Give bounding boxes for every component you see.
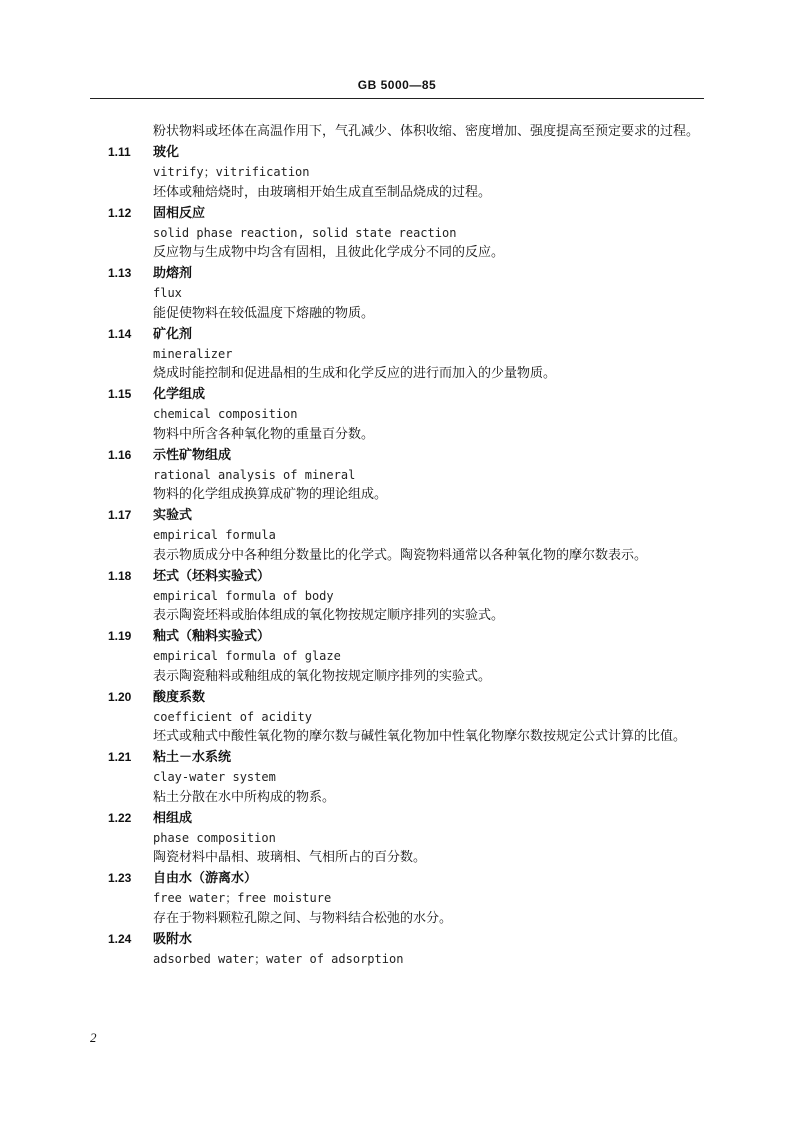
term-entry (108, 687, 708, 748)
term-heading (108, 687, 708, 708)
term-number: 1.12 (108, 205, 132, 220)
term-heading (108, 868, 708, 889)
term-chinese: 酸度系数 (153, 689, 206, 705)
term-number: 1.15 (108, 387, 132, 401)
term-english: empirical formula of body (153, 588, 334, 603)
term-entry (108, 566, 708, 627)
term-english: phase composition (153, 830, 276, 845)
term-number: 1.20 (108, 689, 132, 704)
term-entry (108, 445, 708, 506)
term-english: free water；free moisture (153, 891, 332, 905)
term-number: 1.24 (108, 931, 132, 946)
term-english: empirical formula of glaze (153, 649, 341, 663)
term-number: 1.11 (108, 145, 131, 159)
term-english: flux (153, 286, 182, 300)
intro-paragraph: 粉状物料或坯体在高温作用下，气孔减少、体积收缩、密度增加、强度提高至预定要求的过程。 (153, 124, 700, 139)
term-heading (108, 203, 708, 224)
term-heading (108, 808, 708, 829)
term-number: 1.13 (108, 266, 132, 280)
term-entry (108, 142, 708, 203)
term-definition: 坯式或釉式中酸性氧化物的摩尔数与碱性氧化物加中性氧化物摩尔数按规定公式计算的比值。 (153, 729, 687, 744)
document-code-header: GB 5000—85 (357, 78, 437, 92)
term-heading (108, 445, 708, 466)
term-entry (108, 868, 708, 929)
term-definition: 能促使物料在较低温度下熔融的物质。 (153, 305, 375, 321)
term-definition: 表示陶瓷坯料或胎体组成的氧化物按规定顺序排列的实验式。 (153, 608, 505, 623)
term-chinese: 坯式（坯料实验式） (153, 568, 271, 584)
term-definition: 粘土分散在水中所构成的物系。 (153, 789, 336, 805)
term-definition: 烧成时能控制和促进晶相的生成和化学反应的进行而加入的少量物质。 (153, 366, 557, 381)
term-definition: 表示物质成分中各种组分数量比的化学式。陶瓷物料通常以各种氧化物的摩尔数表示。 (153, 547, 648, 563)
term-chinese: 吸附水 (153, 931, 193, 947)
term-english: rational analysis of mineral (153, 467, 356, 482)
term-entry (108, 324, 708, 385)
header-divider (90, 98, 704, 99)
term-heading (108, 747, 708, 768)
term-english: chemical composition (153, 407, 298, 421)
term-english: clay-water system (153, 770, 276, 784)
term-definition: 存在于物料颗粒孔隙之间、与物料结合松弛的水分。 (153, 910, 453, 926)
term-heading (108, 626, 708, 647)
term-definition: 反应物与生成物中均含有固相，且彼此化学成分不同的反应。 (153, 245, 505, 260)
term-entry (108, 203, 708, 264)
page-number: 2 (90, 1030, 97, 1045)
term-number: 1.21 (108, 750, 132, 764)
term-chinese: 矿化剂 (153, 326, 193, 342)
term-entries-list (108, 142, 708, 969)
term-chinese: 相组成 (153, 810, 193, 826)
term-chinese: 釉式（釉料实验式） (153, 629, 271, 644)
term-english: vitrify；vitrification (153, 165, 310, 179)
term-entry (108, 384, 708, 445)
term-chinese: 化学组成 (153, 387, 206, 402)
term-number: 1.23 (108, 871, 132, 885)
term-heading (108, 324, 708, 345)
term-chinese: 玻化 (153, 145, 180, 160)
term-heading (108, 263, 708, 284)
term-heading (108, 505, 708, 526)
term-definition: 坯体或釉焙烧时，由玻璃相开始生成直至制品烧成的过程。 (153, 184, 492, 200)
term-chinese: 示性矿物组成 (153, 447, 232, 463)
term-entry (108, 263, 708, 324)
term-chinese: 自由水（游离水） (153, 871, 258, 886)
document-body (108, 122, 708, 969)
term-entry (108, 626, 708, 687)
term-entry (108, 505, 708, 566)
term-definition: 陶瓷材料中晶相、玻璃相、气相所占的百分数。 (153, 850, 427, 865)
term-number: 1.16 (108, 447, 132, 462)
term-heading (108, 384, 708, 405)
term-chinese: 粘土－水系统 (153, 750, 232, 765)
term-chinese: 助熔剂 (153, 266, 193, 281)
term-definition: 表示陶瓷釉料或釉组成的氧化物按规定顺序排列的实验式。 (153, 668, 492, 684)
term-english: solid phase reaction, solid state reaction (153, 225, 457, 240)
term-english: coefficient of acidity (153, 709, 312, 724)
term-heading (108, 566, 708, 587)
term-number: 1.18 (108, 568, 132, 583)
term-english: adsorbed water；water of adsorption (153, 951, 404, 966)
term-heading (108, 142, 708, 163)
term-number: 1.19 (108, 629, 132, 643)
term-entry (108, 929, 708, 970)
term-number: 1.14 (108, 326, 132, 341)
term-entry (108, 747, 708, 808)
term-heading (108, 929, 708, 950)
term-english: mineralizer (153, 346, 233, 361)
term-chinese: 实验式 (153, 508, 193, 523)
term-definition: 物料的化学组成换算成矿物的理论组成。 (153, 487, 388, 502)
term-english: empirical formula (153, 528, 276, 542)
term-number: 1.17 (108, 508, 132, 522)
term-chinese: 固相反应 (153, 205, 206, 221)
term-entry (108, 808, 708, 869)
term-definition: 物料中所含各种氧化物的重量百分数。 (153, 426, 375, 442)
term-number: 1.22 (108, 810, 132, 825)
